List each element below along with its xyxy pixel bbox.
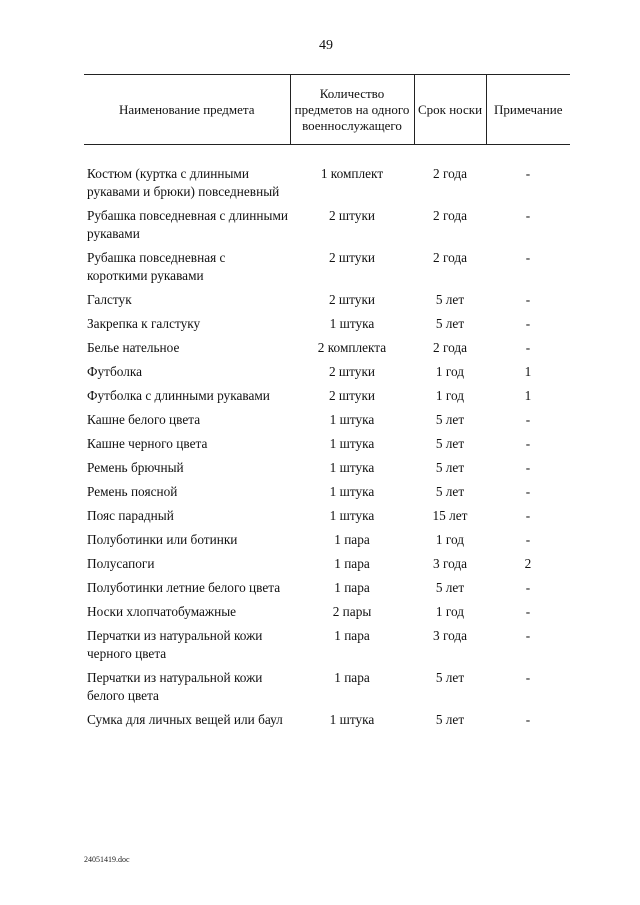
item-name-cell: Полуботинки или ботинки xyxy=(87,532,238,547)
item-name-cell: Полусапоги xyxy=(87,556,155,571)
table-row xyxy=(84,531,570,555)
item-name-cell: Рубашка повседневная с длинными рукавами xyxy=(87,208,288,241)
item-name-cell: Перчатки из натуральной кожи черного цвета xyxy=(87,628,263,661)
table-row xyxy=(84,555,570,579)
header-wear-term: Срок носки xyxy=(414,75,486,145)
note-cell: - xyxy=(525,604,531,619)
quantity-cell: 1 штука xyxy=(329,712,375,727)
quantity-cell: 2 штуки xyxy=(328,208,376,223)
table-row xyxy=(84,207,570,249)
wear-term-cell: 5 лет xyxy=(435,412,465,427)
item-name-cell: Пояс парадный xyxy=(87,508,174,523)
note-cell: - xyxy=(525,460,531,475)
quantity-cell: 1 пара xyxy=(334,670,370,685)
item-name-cell: Футболка с длинными рукавами xyxy=(87,388,270,403)
table-row xyxy=(84,315,570,339)
wear-term-cell: 5 лет xyxy=(435,484,465,499)
quantity-cell: 2 штуки xyxy=(328,388,376,403)
item-name-cell: Рубашка повседневная с короткими рукавами xyxy=(87,250,226,283)
note-cell: - xyxy=(525,340,531,355)
quantity-cell: 1 штука xyxy=(329,484,375,499)
quantity-cell: 1 пара xyxy=(334,580,370,595)
wear-term-cell: 1 год xyxy=(435,604,465,619)
wear-term-cell: 1 год xyxy=(435,532,465,547)
table-row xyxy=(84,387,570,411)
header-note: Примечание xyxy=(486,75,570,145)
item-name-cell: Футболка xyxy=(87,364,142,379)
quantity-cell: 2 комплекта xyxy=(317,340,387,355)
wear-term-cell: 5 лет xyxy=(435,436,465,451)
quantity-cell: 2 штуки xyxy=(328,364,376,379)
wear-term-cell: 1 год xyxy=(435,388,465,403)
table-body xyxy=(84,145,570,736)
item-name-cell: Кашне черного цвета xyxy=(87,436,208,451)
page-number: 49 xyxy=(319,38,333,53)
quantity-cell: 2 штуки xyxy=(328,292,376,307)
quantity-cell: 2 штуки xyxy=(328,250,376,265)
quantity-cell: 1 штука xyxy=(329,316,375,331)
quantity-cell: 1 штука xyxy=(329,412,375,427)
quantity-cell: 1 штука xyxy=(329,436,375,451)
item-name-cell: Ремень брючный xyxy=(87,460,184,475)
wear-term-cell: 5 лет xyxy=(435,460,465,475)
wear-term-cell: 1 год xyxy=(435,364,465,379)
table-row xyxy=(84,363,570,387)
note-cell: - xyxy=(525,628,531,643)
table-row xyxy=(84,291,570,315)
table-row xyxy=(84,249,570,291)
wear-term-cell: 5 лет xyxy=(435,292,465,307)
wear-term-cell: 5 лет xyxy=(435,580,465,595)
note-cell: - xyxy=(525,670,531,685)
items-table xyxy=(84,74,570,735)
footer-filename: 24051419.doc xyxy=(84,855,130,864)
quantity-cell: 2 пары xyxy=(332,604,372,619)
quantity-cell: 1 пара xyxy=(334,532,370,547)
header-item-name: Наименование предмета xyxy=(84,75,290,145)
table-row xyxy=(84,339,570,363)
table-row xyxy=(84,483,570,507)
note-cell: - xyxy=(525,250,531,265)
wear-term-cell: 3 года xyxy=(432,556,468,571)
item-name-cell: Полуботинки летние белого цвета xyxy=(87,580,281,595)
table-row xyxy=(84,627,570,669)
wear-term-cell: 15 лет xyxy=(432,508,468,523)
note-cell: - xyxy=(525,166,531,181)
note-cell: - xyxy=(525,580,531,595)
table-row xyxy=(84,507,570,531)
note-cell: - xyxy=(525,412,531,427)
wear-term-cell: 3 года xyxy=(432,628,468,643)
note-cell: - xyxy=(525,208,531,223)
note-cell: 2 xyxy=(524,556,532,571)
wear-term-cell: 2 года xyxy=(432,340,468,355)
quantity-cell: 1 пара xyxy=(334,628,370,643)
note-cell: - xyxy=(525,436,531,451)
item-name-cell: Белье нательное xyxy=(87,340,180,355)
table-row xyxy=(84,579,570,603)
item-name-cell: Сумка для личных вещей или баул xyxy=(87,712,283,727)
note-cell: - xyxy=(525,532,531,547)
quantity-cell: 1 комплект xyxy=(320,166,384,181)
wear-term-cell: 5 лет xyxy=(435,316,465,331)
table-header-row xyxy=(84,75,570,145)
quantity-cell: 1 штука xyxy=(329,460,375,475)
item-name-cell: Носки хлопчатобумажные xyxy=(87,604,237,619)
note-cell: - xyxy=(525,484,531,499)
table-row xyxy=(84,411,570,435)
table-row xyxy=(84,459,570,483)
table-row xyxy=(84,669,570,711)
item-name-cell: Кашне белого цвета xyxy=(87,412,201,427)
table-row xyxy=(84,711,570,735)
item-name-cell: Ремень поясной xyxy=(87,484,178,499)
item-name-cell: Галстук xyxy=(87,292,132,307)
header-quantity: Количество предметов на одного военнослужащего xyxy=(290,75,414,145)
table-row xyxy=(84,145,570,208)
note-cell: - xyxy=(525,292,531,307)
wear-term-cell: 5 лет xyxy=(435,670,465,685)
wear-term-cell: 2 года xyxy=(432,166,468,181)
item-name-cell: Закрепка к галстуку xyxy=(87,316,201,331)
table-row xyxy=(84,435,570,459)
wear-term-cell: 2 года xyxy=(432,208,468,223)
note-cell: - xyxy=(525,712,531,727)
item-name-cell: Костюм (куртка с длинными рукавами и брюки) повседневный xyxy=(87,166,280,199)
note-cell: - xyxy=(525,508,531,523)
item-name-cell: Перчатки из натуральной кожи белого цвета xyxy=(87,670,263,703)
table-row xyxy=(84,603,570,627)
wear-term-cell: 2 года xyxy=(432,250,468,265)
quantity-cell: 1 штука xyxy=(329,508,375,523)
note-cell: 1 xyxy=(524,388,532,403)
note-cell: 1 xyxy=(524,364,532,379)
quantity-cell: 1 пара xyxy=(334,556,370,571)
wear-term-cell: 5 лет xyxy=(435,712,465,727)
note-cell: - xyxy=(525,316,531,331)
